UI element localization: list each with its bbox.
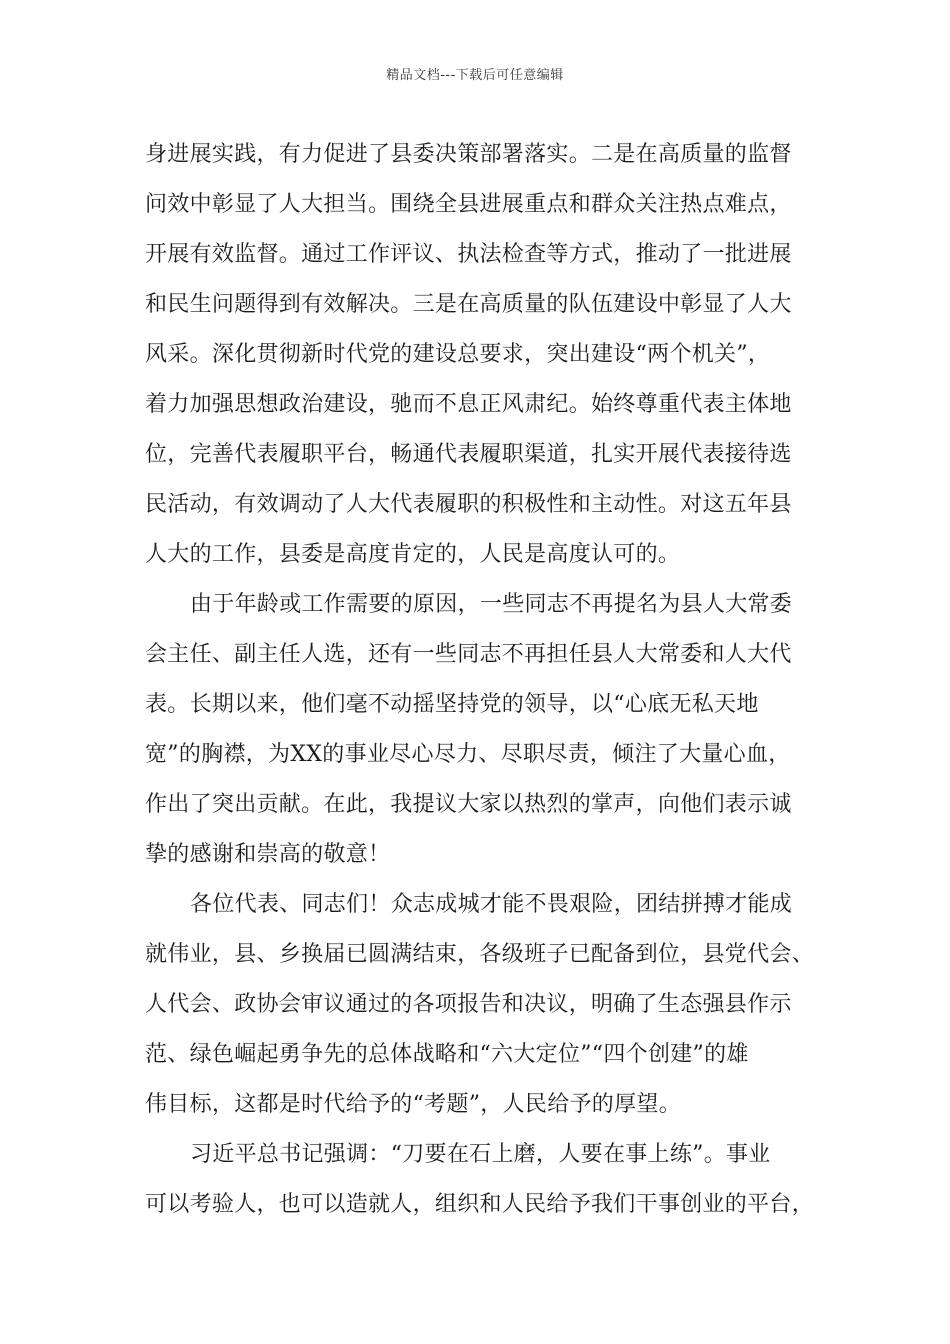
text-line: 位，完善代表履职平台，畅通代表履职渠道，扎实开展代表接待选 [145,442,792,467]
text-line: 可以考验人，也可以造就人，组织和人民给予我们干事创业的平台， [145,1192,815,1217]
text-line: 和民生问题得到有效解决。三是在高质量的队伍建设中彰显了人大 [145,292,792,317]
text-line: 身进展实践，有力促进了县委决策部署落实。二是在高质量的监督 [145,142,792,167]
text-line: 表。长期以来，他们毫不动摇坚持党的领导，以“心底无私天地 [145,692,759,717]
paragraph-first-line: 习近平总书记强调：“刀要在石上磨，人要在事上练”。事业 [190,1142,771,1167]
document-body [145,130,835,1230]
text-line: 作出了突出贡献。在此，我提议大家以热烈的掌声，向他们表示诚 [145,792,792,817]
text-line: 人代会、政协会审议通过的各项报告和决议，明确了生态强县作示 [145,992,792,1017]
paragraph-first-line: 各位代表、同志们！众志成城才能不畏艰险，团结拼搏才能成 [190,892,793,917]
text-line: 风采。深化贯彻新时代党的建设总要求，突出建设“两个机关”， [145,342,771,367]
text-line: 民活动，有效调动了人大代表履职的积极性和主动性。对这五年县 [145,492,792,517]
text-line: 着力加强思想政治建设，驰而不息正风肃纪。始终尊重代表主体地 [145,392,792,417]
text-line: 人大的工作，县委是高度肯定的，人民是高度认可的。 [145,542,681,567]
text-line: 挚的感谢和崇高的敬意！ [145,842,391,867]
text-line: 就伟业，县、乡换届已圆满结束，各级班子已配备到位，县党代会、 [145,942,815,967]
paragraph-first-line: 由于年龄或工作需要的原因，一些同志不再提名为县人大常委 [190,592,793,617]
text-line: 伟目标，这都是时代给予的“考题”，人民给予的厚望。 [145,1092,681,1117]
page-header: 精品文档---下载后可任意编辑 [386,68,564,83]
text-line: 问效中彰显了人大担当。围绕全县进展重点和群众关注热点难点， [145,192,792,217]
text-line: 会主任、副主任人选，还有一些同志不再担任县人大常委和人大代 [145,642,792,667]
text-line: 范、绿色崛起勇争先的总体战略和“六大定位”“四个创建”的雄 [145,1042,749,1067]
text-line: 开展有效监督。通过工作评议、执法检查等方式，推动了一批进展 [145,242,792,267]
text-line: 宽”的胸襟，为XX的事业尽心尽力、尽职尽责，倾注了大量心血， [145,742,791,767]
